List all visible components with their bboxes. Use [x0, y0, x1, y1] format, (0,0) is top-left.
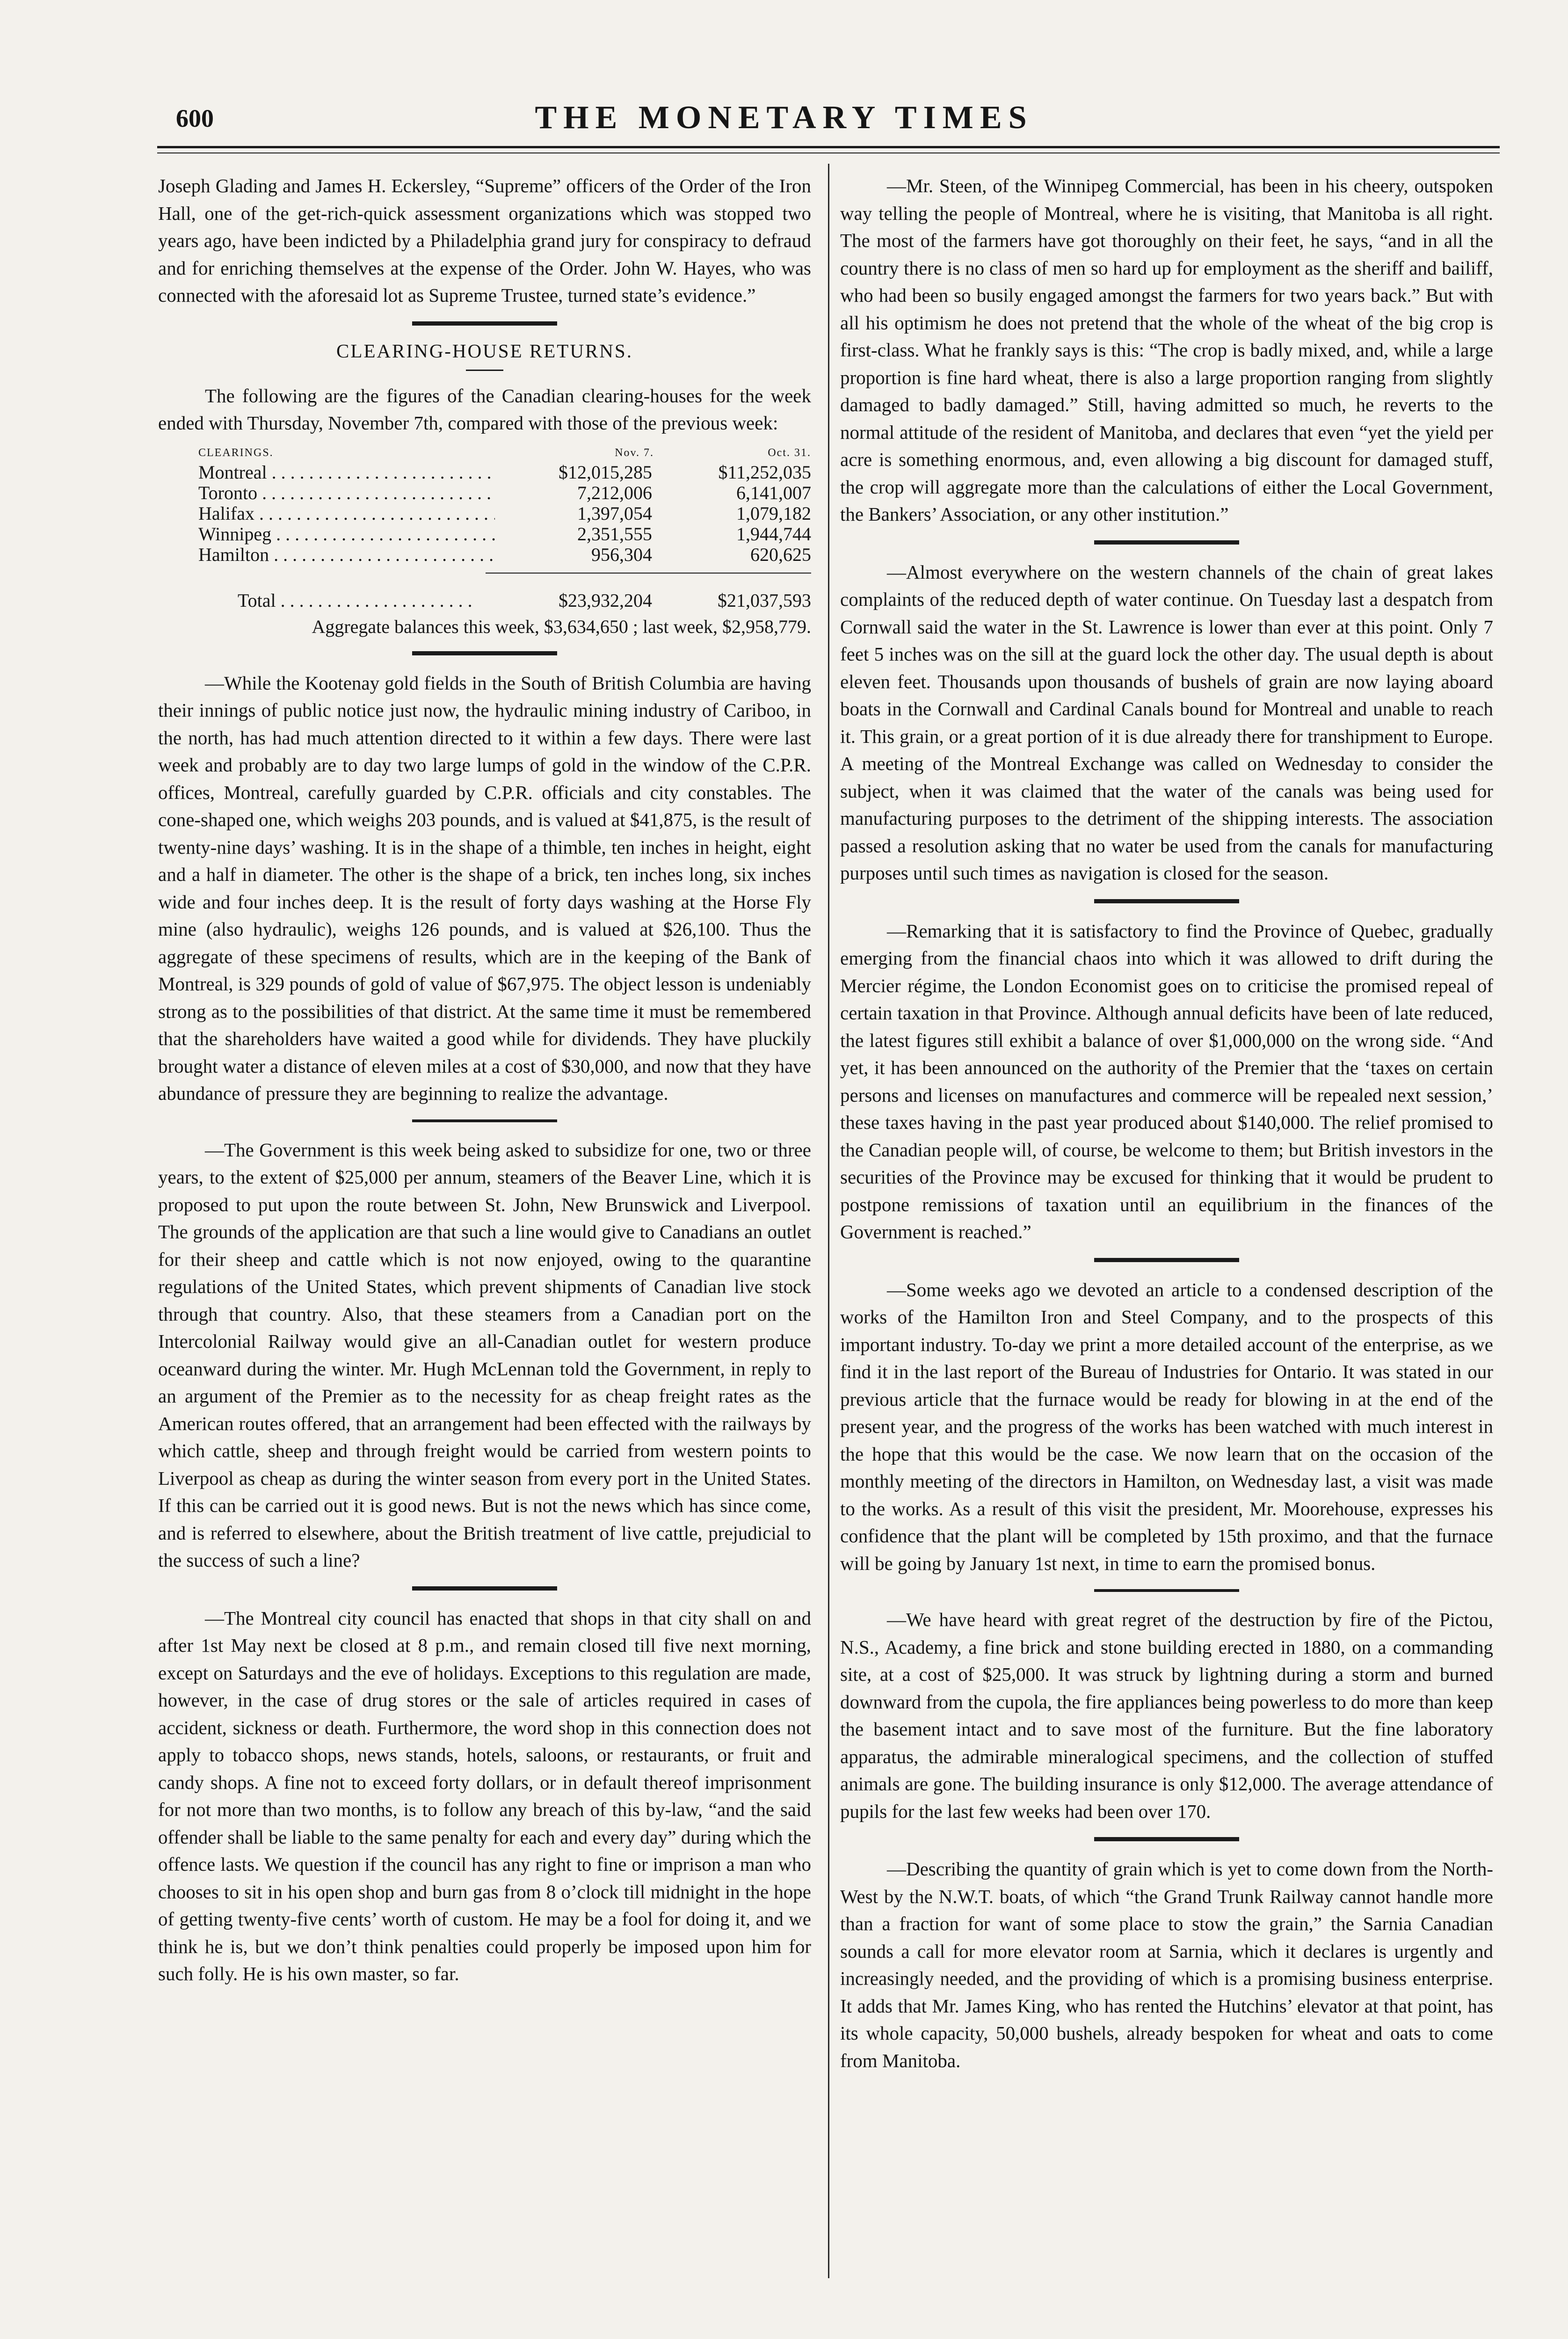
table-row [158, 524, 811, 545]
city-name: Halifax . . . [158, 503, 495, 524]
table-row [158, 545, 811, 565]
col-oct: Oct. 31. [768, 446, 811, 459]
clearing-table [158, 443, 811, 639]
iron-hall-paragraph: Joseph Glading and James H. Eckersley, “Supreme” officers of the Order of the Iron Hall, one of the get-rich-quick assessment organizations which was stopped two years ago, have been indicted by a Philadelphia grand jury for conspiracy to defraud and for enriching themselves at the expense of the Order. John W. Hayes, who was connected with the aforesaid lot as Supreme Trustee, turned state’s evidence.” [158, 175, 811, 306]
nov-value: 1,397,054 [577, 502, 652, 524]
table-row [158, 503, 811, 524]
total-nov: $23,932,204 [559, 589, 652, 611]
city-council-paragraph: —The Montreal city council has enacted that shops in that city shall on and after 1st May next be closed at 8 p.m., and remain closed till five next morning, except on Saturdays and the eve of holidays. Exceptions to this regulation are made, however, in the case of drug stores or the sale of articles required in cases of accident, sickness or death. Furthermore, the word shop in this connection does not apply to tobacco shops, news stands, hotels, saloons, or restaurants, or fruit and candy shops. A fine not to exceed forty dollars, or in default thereof imprisonment for not more than two months, is to follow any breach of this by-law, “and the said offender shall be liable to the same penalty for each and every day” during which the offence lasts. We question if the council has any right to fine or imprison a man who chooses to sit in his open shop and burn gas from 8 o’clock till midnight in the hope of getting twenty-five cents’ worth of custom. He may be a fool for doing it, and we think he is, but we don’t think penalties could properly be imposed upon him for such folly. He is his own master, so far. [158, 1607, 811, 1984]
section-divider [412, 651, 557, 655]
kootenay-paragraph: —While the Kootenay gold fields in the South of British Columbia are having their innings of public notice just now, the hydraulic mining industry of Cariboo, in the north, has had much attention directed to it within a few days. There were last week and probably are to day two large lumps of gold in the window of the C.P.R. offices, Montreal, carefully guarded by C.P.R. officials and city constables. The cone-shaped one, which weighs 203 pounds, and is valued at $41,875, is the result of twenty-nine days’ washing. It is in the shape of a thimble, ten inches in height, eight and a half in diameter. The other is the shape of a brick, ten inches long, six inches wide and four inches deep. It is the result of forty days washing at the Horse Fly mine (also hydraulic), weighs 126 pounds, and is valued at $26,100. Thus the aggregate of these specimens of results, which are in the keeping of the Bank of Montreal, is 329 pounds of gold of value of $67,975. The object lesson is undeniably strong as to the possibilities of that district. At the same time it must be remembered that the shareholders have waited a good while for dividends. They have pluckily brought water a distance of eleven miles at a cost of $30,000, and now that they have abundance of pressure they are beginning to realize the advantage. [158, 672, 812, 1104]
section-divider [412, 1119, 557, 1122]
clearing-table-header [158, 443, 811, 462]
total-row [158, 589, 811, 612]
total-label: Total . . . [158, 589, 495, 612]
steen-paragraph: —Mr. Steen, of the Winnipeg Commercial, has been in his cheery, outspoken way telling the people of Montreal, where he is visiting, that Manitoba is all right. The most of the farmers have got thoroughly on their feet, he says, “and in all the country there is no class of men so hard up for employment as the sheriff and bailiff, who had been so busily engaged amongst the farmers for two years back.” But with all his optimism he does not pretend that the whole of the wheat of the big crop is first-class. What he frankly says is this: “The crop is badly mixed, and, while a large proportion is fine hard wheat, there is also a large proportion ranging from slightly damaged to badly damaged.” Still, having admitted so much, he reverts to the normal attitude of the resident of Manitoba, and declares that even “yet the yield per acre is something enormous, and, even allowing a big discount for damaged stuff, the crop will aggregate more than the calculations of either the Local Government, the Bankers’ Association, or any other institution.” [840, 175, 1493, 525]
clearing-house-section [158, 340, 811, 639]
oct-value: 620,625 [750, 544, 811, 565]
section-divider [1094, 1258, 1239, 1262]
city-name: Montreal . . . [158, 462, 495, 483]
grain-paragraph: —Describing the quantity of grain which is yet to come down from the North-West by the N.W.T. boats, of which “the Grand Trunk Railway cannot handle more than a fraction for want of some place to stow the grain,” the Sarnia Canadian sounds a call for more elevator room at Sarnia, which it declares is urgently and increasingly needed, and the providing of which is a promising business enterprise. It adds that Mr. James King, who has rented the Hutchins’ elevator at that point, has its whole capacity, 50,000 bushels, already bespoken for wheat and oats to come from Manitoba. [840, 1858, 1493, 2071]
oct-value: 1,079,182 [736, 502, 811, 524]
page-number: 600 [176, 104, 214, 132]
section-divider [412, 321, 557, 326]
government-paragraph: —The Government is this week being asked to subsidize for one, two or three years, to the extent of $25,000 per annum, steamers of the Beaver Line, which it is proposed to put upon the route between St. John, New Brunswick and Liverpool. The grounds of the application are that such a line would give to Canadians an outlet for their sheep and cattle which is not now enjoyed, owing to the quarantine regulations of the United States, which prevent shipments of Canadian live stock through that country. Also, that these steamers from a Canadian port on the Intercolonial Railway would give an all-Canadian outlet for western produce oceanward during the winter. Mr. Hugh McLennan told the Government, in reply to an argument of the Premier as to the necessity for as cheap freight rates as the American routes offered, that an arrangement had been effected with the railways by which cattle, sheep and through freight would be carried from western points to Liverpool as cheap as during the winter season from every port in the United States. If this can be carried out it is good news. But is not the news which has since come, and is referred to elsewhere, about the British treatment of live cattle, prejudicial to the success of such a line? [158, 1139, 811, 1571]
col-label: CLEARINGS. [198, 446, 274, 459]
nov-value: $12,015,285 [559, 461, 652, 483]
quebec-paragraph: —Remarking that it is satisfactory to find the Province of Quebec, gradually emerging from the financial chaos into which it was allowed to drift during the Mercier régime, the London Economist goes on to criticise the promised repeal of certain taxation in that Province. Although annual deficits have been of late reduced, the latest figures still exhibit a balance of over $1,000,000 on the wrong side. “And yet, it has been announced on the authority of the Premier that the ‘taxes on certain persons and licenses on manufactures and commerce will be repealed next session,’ these taxes having in the past year produced about $140,000. The relief promised to the Canadian people will, of course, be welcome to them; but British investors in the securities of the Province may be excused for thinking that it would be prudent to postpone remissions of taxation until an equilibrium in the finances of the Government is reached.” [840, 920, 1493, 1242]
right-column [840, 172, 1493, 2074]
nov-value: 956,304 [591, 544, 652, 565]
hamilton-paragraph: —Some weeks ago we devoted an article to a condensed description of the works of the Hamilton Iron and Steel Company, and to the prospects of this important industry. To-day we print a more detailed account of the enterprise, as we find it in the last report of the Bureau of Industries for Ontario. It was stated in our previous article that the furnace would be ready for blowing in at the end of the present year, and the progress of the works has been watched with much interest in the hope that this would be the case. We now learn that on the occasion of the monthly meeting of the directors in Hamilton, on Wednesday last, a visit was made to the works. As a result of this visit the president, Mr. Moorehouse, expresses his confidence that the plant will be completed by 15th proximo, and that the furnace will be going by January 1st next, in time to earn the promised bonus. [840, 1278, 1493, 1574]
oct-value: 1,944,744 [736, 523, 811, 545]
column-divider [828, 164, 829, 2278]
masthead-rule [157, 146, 1500, 148]
oct-value: $11,252,035 [718, 461, 811, 483]
table-row [158, 483, 811, 503]
clearing-house-intro: The following are the figures of the Canadian clearing-houses for the week ended with Thursday, November 7th, compared with those of the previous week: [158, 385, 811, 434]
masthead-title: THE MONETARY TIMES [535, 100, 1033, 136]
left-column [158, 172, 811, 1988]
heading-rule [466, 370, 503, 371]
section-divider [1094, 899, 1239, 903]
aggregate-balances: Aggregate balances this week, $3,634,650 ; last week, $2,958,779. [312, 616, 811, 637]
section-divider [412, 1586, 557, 1591]
total-oct: $21,037,593 [718, 589, 811, 611]
col-nov: Nov. 7. [615, 446, 654, 459]
section-divider [1094, 1837, 1239, 1841]
nov-value: 2,351,555 [577, 523, 652, 545]
oct-value: 6,141,007 [736, 482, 811, 503]
city-name: Hamilton . . . [158, 545, 495, 565]
section-divider [1094, 1589, 1239, 1592]
city-name: Winnipeg . . . [158, 524, 495, 545]
clearing-house-heading: CLEARING-HOUSE RETURNS. [336, 340, 633, 362]
section-divider [1094, 540, 1239, 545]
pictou-paragraph: —We have heard with great regret of the destruction by fire of the Pictou, N.S., Academy, a fine brick and stone building erected in 1880, on a commanding site, at a cost of $25,000. It was struck by lightning during a storm and burned downward from the cupola, the fire appliances being powerless to do more than keep the basement intact and to save most of the furniture. But the fine laboratory apparatus, the admirable mineralogical specimens, and the collection of stuffed animals are gone. The building insurance is only $12,000. The average attendance of pupils for the last few weeks had been over 170. [840, 1609, 1493, 1822]
lakes-paragraph: —Almost everywhere on the western channels of the chain of great lakes complaints of the reduced depth of water continue. On Tuesday last a despatch from Cornwall said the water in the St. Lawrence is lower than ever at this point. Only 7 feet 5 inches was on the sill at the guard lock the other day. The usual depth is about eleven feet. Thousands upon thousands of bushels of grain are now laying aboard boats in the Cornwall and Cardinal Canals bound for Montreal and unable to reach it. This grain, or a great portion of it is due already there for transhipment to Europe. A meeting of the Montreal Exchange was called on Wednesday to consider the subject, when it was claimed that the water of the canals was being used for manufacturing purposes to the detriment of the shipping interests. The association passed a resolution asking that no water be used from the canals for manufacturing purposes until such times as navigation is closed for the season. [840, 561, 1493, 884]
city-name: Toronto . . . [158, 483, 495, 503]
table-row [158, 462, 811, 483]
sum-rule [486, 573, 811, 574]
nov-value: 7,212,006 [577, 482, 652, 503]
